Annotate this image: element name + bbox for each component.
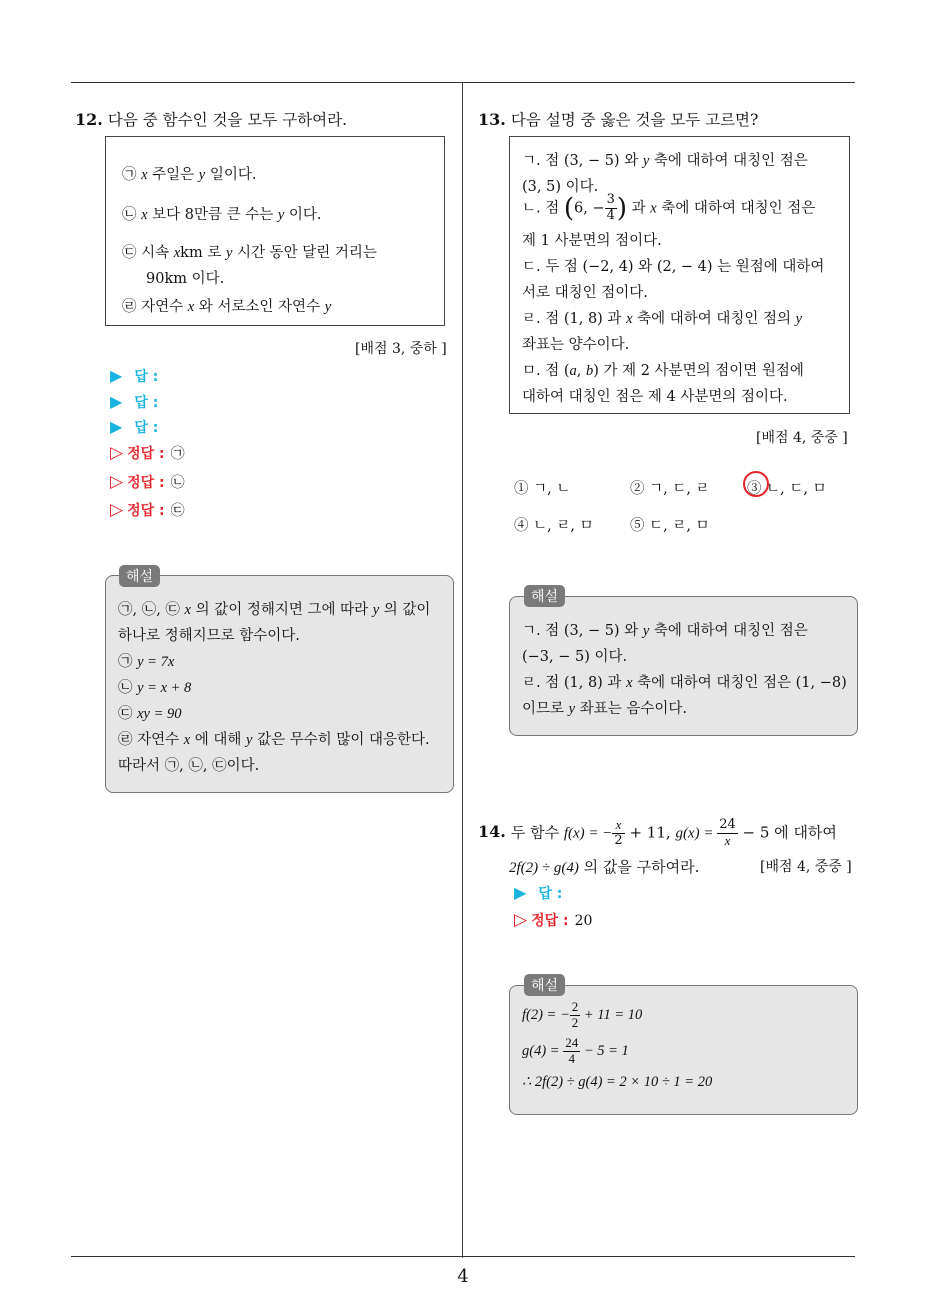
triangle-outline-icon: ▷ (110, 443, 124, 463)
correct-answer: ▷ 정답 : 20 (514, 910, 593, 930)
statement-c: ㄷ. 두 점 (−2, 4) 와 (2, − 4) 는 원점에 대하여 (522, 259, 825, 275)
solution-line: 하나로 정해지므로 함수이다. (118, 628, 300, 644)
choice-1[interactable]: ① ㄱ, ㄴ (514, 481, 571, 497)
statement-d-line2: 좌표는 양수이다. (522, 337, 630, 353)
play-icon: ▶ (110, 366, 123, 385)
statement-b: ㄴ. 점 (6, − $\frac{3}{4}$ ) 과 x 축에 대하여 대칭인 점은 (522, 192, 816, 224)
answer-line-1[interactable]: ▶ 답 : (110, 366, 159, 385)
statement-e-line2: 대하여 대칭인 점은 제 4 사분면의 점이다. (522, 389, 788, 405)
answer-line[interactable]: ▶ 답 : (514, 883, 563, 902)
choice-5[interactable]: ⑤ ㄷ, ㄹ, ㅁ (630, 518, 710, 534)
top-rule (71, 82, 855, 83)
choice-3[interactable]: ③ ㄴ, ㄷ, ㅁ (747, 481, 827, 497)
choice-2[interactable]: ② ㄱ, ㄷ, ㄹ (630, 481, 710, 497)
option-b: ㉡ x 보다 8만큼 큰 수는 y 이다. (122, 207, 322, 223)
question-text: 다음 중 함수인 것을 모두 구하여라. (107, 111, 348, 129)
solution-tag: 해설 (524, 585, 565, 607)
triangle-outline-icon: ▷ (110, 472, 124, 492)
correct-answer-2: ▷ 정답 : ㉡ (110, 472, 185, 492)
option-d: ㉣ 자연수 x 와 서로소인 자연수 y (122, 299, 332, 315)
solution-equation: f(2) = − $\frac{2}{2}$ + 11 = 10 (522, 999, 643, 1030)
question-12-solution (105, 575, 454, 793)
choice-4[interactable]: ④ ㄴ, ㄹ, ㅁ (514, 518, 594, 534)
question-text: 다음 설명 중 옳은 것을 모두 고르면? (510, 111, 759, 129)
solution-line: 따라서 ㉠, ㉡, ㉢이다. (118, 758, 260, 774)
solution-line: 이므로 y 좌표는 음수이다. (522, 701, 687, 717)
question-12 (75, 108, 347, 130)
statement-c-line2: 서로 대칭인 점이다. (522, 285, 648, 301)
solution-line: ㄱ. 점 (3, − 5) 와 y 축에 대하여 대칭인 점은 (522, 623, 808, 639)
solution-line: (−3, − 5) 이다. (522, 649, 628, 665)
selected-answer-mark (743, 471, 769, 497)
correct-answer-1: ▷ 정답 : ㉠ (110, 443, 185, 463)
question-13-statements-box (509, 136, 850, 414)
question-12-score: [배점 3, 중하 ] (355, 341, 447, 357)
statement-b-line2: 제 1 사분면의 점이다. (522, 233, 662, 249)
solution-equation: ∴ 2f(2) ÷ g(4) = 2 × 10 ÷ 1 = 20 (522, 1074, 713, 1090)
question-number: 13. (478, 110, 506, 129)
question-14-score: [배점 4, 중중 ] (760, 859, 852, 875)
bottom-rule (71, 1256, 855, 1257)
triangle-outline-icon: ▷ (514, 910, 528, 930)
statement-e: ㅁ. 점 (a, b) 가 제 2 사분면의 점이면 원점에 (522, 363, 804, 379)
question-13-solution (509, 596, 858, 736)
answer-line-2[interactable]: ▶ 답 : (110, 392, 159, 411)
column-divider (462, 83, 463, 1258)
solution-line: ㉣ 자연수 x 에 대해 y 값은 무수히 많이 대응한다. (118, 732, 430, 748)
option-c-line2: 90km 이다. (146, 271, 225, 287)
answer-line-3[interactable]: ▶ 답 : (110, 417, 159, 436)
question-14-solution (509, 985, 858, 1115)
solution-equation: ㉡ y = x + 8 (118, 680, 192, 696)
solution-tag: 해설 (119, 565, 160, 587)
triangle-outline-icon: ▷ (110, 500, 124, 520)
question-14-title: 14. 두 함수 f(x) = − $\frac{x}{2}$ + 11, g(x) = $\frac{24}{x}$ − 5 에 대하여 (478, 817, 837, 848)
play-icon: ▶ (110, 392, 123, 411)
solution-line: ㄹ. 점 (1, 8) 과 x 축에 대하여 대칭인 점은 (1, −8) (522, 675, 847, 691)
statement-a: ㄱ. 점 (3, − 5) 와 y 축에 대하여 대칭인 점은 (522, 153, 808, 169)
question-14-line2: 2f(2) ÷ g(4) 의 값을 구하여라. (509, 858, 700, 876)
question-13 (478, 108, 758, 130)
solution-equation: ㉠ y = 7x (118, 654, 175, 670)
play-icon: ▶ (514, 883, 527, 902)
question-12-options-box (105, 136, 445, 326)
question-13-score: [배점 4, 중중 ] (756, 430, 848, 446)
solution-tag: 해설 (524, 974, 565, 996)
statement-a-line2: (3, 5) 이다. (522, 179, 599, 195)
play-icon: ▶ (110, 417, 123, 436)
solution-equation: ㉢ xy = 90 (118, 706, 182, 722)
page-number: 4 (457, 1266, 469, 1287)
solution-equation: g(4) = $\frac{24}{4}$ − 5 = 1 (522, 1035, 629, 1066)
question-number: 12. (75, 110, 103, 129)
question-12-title (75, 108, 347, 130)
option-a: ㉠ x 주일은 y 일이다. (122, 167, 257, 183)
correct-answer-3: ▷ 정답 : ㉢ (110, 500, 185, 520)
solution-line: ㉠, ㉡, ㉢ x 의 값이 정해지면 그에 따라 y 의 값이 (118, 602, 431, 618)
question-13-title (478, 108, 758, 130)
option-c: ㉢ 시속 xkm 로 y 시간 동안 달린 거리는 (122, 245, 377, 261)
statement-d: ㄹ. 점 (1, 8) 과 x 축에 대하여 대칭인 점의 y (522, 311, 803, 327)
